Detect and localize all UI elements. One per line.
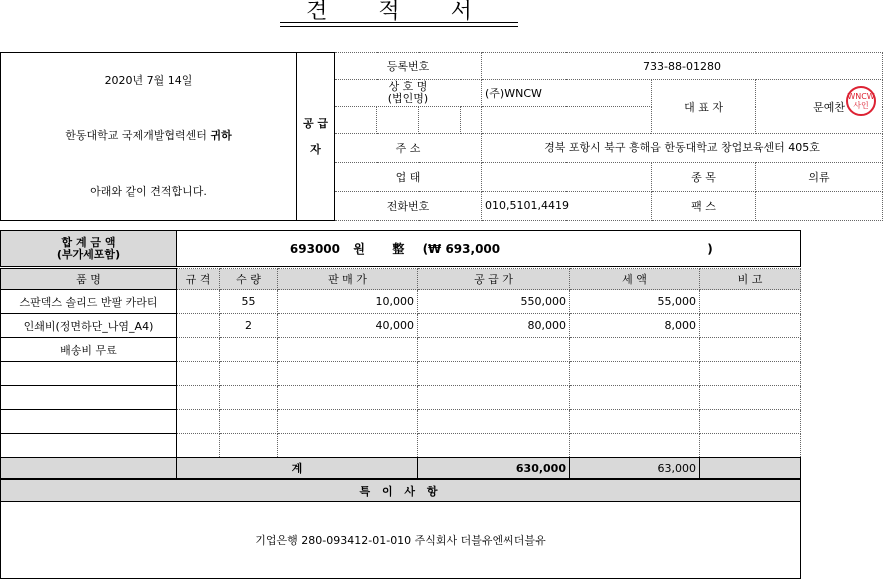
item-qty bbox=[220, 434, 278, 458]
item-note bbox=[700, 290, 801, 314]
item-spec bbox=[177, 338, 220, 362]
total-amount: 693000 bbox=[289, 242, 340, 256]
sum-row bbox=[1, 458, 801, 479]
item-name: 스판덱스 솔리드 반팔 카라티 bbox=[1, 290, 177, 314]
item-price bbox=[278, 410, 418, 434]
item-note bbox=[700, 434, 801, 458]
phone-value: 010,5101,4419 bbox=[482, 192, 652, 221]
col-supply-header: 공 급 가 bbox=[418, 269, 570, 290]
item-spec bbox=[177, 434, 220, 458]
supplier-side-label bbox=[297, 53, 335, 221]
header-table bbox=[0, 52, 883, 221]
col-name-header: 품 명 bbox=[1, 269, 177, 290]
total-label-text: 합 계 금 액 (부가세포함) bbox=[56, 235, 121, 261]
item-note bbox=[700, 362, 801, 386]
total-unit: 원 bbox=[353, 242, 365, 256]
col-note-header: 비 고 bbox=[700, 269, 801, 290]
item-price bbox=[278, 434, 418, 458]
item-spec bbox=[177, 314, 220, 338]
item-tax bbox=[570, 362, 700, 386]
item-spec bbox=[177, 290, 220, 314]
remarks-text: 기업은행 280-093412-01-010 주식회사 더블유엔씨더블유 bbox=[1, 502, 801, 579]
total-paren: (₩ 693,000 bbox=[422, 242, 501, 256]
item-qty: 55 bbox=[220, 290, 278, 314]
item-value: 의류 bbox=[756, 163, 883, 192]
item-tax bbox=[570, 386, 700, 410]
sum-supply: 630,000 bbox=[418, 458, 570, 479]
business-label: 업 태 bbox=[335, 163, 482, 192]
item-tax bbox=[570, 434, 700, 458]
total-label bbox=[1, 231, 177, 267]
table-row bbox=[1, 410, 801, 434]
item-qty bbox=[220, 362, 278, 386]
blank-cell bbox=[482, 107, 652, 134]
address-label: 주 소 bbox=[335, 134, 482, 163]
item-name: 배송비 무료 bbox=[1, 338, 177, 362]
table-row bbox=[1, 338, 801, 362]
item-qty: 2 bbox=[220, 314, 278, 338]
recipient bbox=[1, 107, 297, 163]
item-name bbox=[1, 386, 177, 410]
total-table bbox=[0, 230, 801, 267]
ceo-value: 문예찬 bbox=[813, 100, 846, 114]
items-header-row bbox=[1, 269, 801, 290]
item-note bbox=[700, 314, 801, 338]
company-seal-icon: WNCW 사인 bbox=[846, 86, 876, 116]
address-value: 경북 포항시 북구 흥해읍 한동대학교 창업보육센터 405호 bbox=[482, 134, 883, 163]
item-supply bbox=[418, 434, 570, 458]
item-price: 40,000 bbox=[278, 314, 418, 338]
document-title: 견 적 서 bbox=[306, 0, 494, 24]
col-price-header: 판 매 가 bbox=[278, 269, 418, 290]
blank-cell bbox=[419, 107, 461, 134]
table-row bbox=[1, 386, 801, 410]
item-qty bbox=[220, 386, 278, 410]
total-amount-cell bbox=[177, 231, 801, 267]
quote-note: 아래와 같이 견적합니다. bbox=[1, 163, 297, 221]
item-tax bbox=[570, 410, 700, 434]
item-tax: 55,000 bbox=[570, 290, 700, 314]
item-spec bbox=[177, 362, 220, 386]
item-tax bbox=[570, 338, 700, 362]
item-supply: 80,000 bbox=[418, 314, 570, 338]
item-price bbox=[278, 386, 418, 410]
supplier-side-text: 공 급 자 bbox=[302, 116, 329, 156]
item-supply bbox=[418, 386, 570, 410]
table-row bbox=[1, 362, 801, 386]
item-name: 인쇄비(정면하단_나염_A4) bbox=[1, 314, 177, 338]
title-underline bbox=[280, 22, 518, 23]
total-currency-word: 整 bbox=[392, 242, 405, 256]
item-supply bbox=[418, 362, 570, 386]
remarks-label: 특 이 사 항 bbox=[1, 480, 801, 502]
item-price: 10,000 bbox=[278, 290, 418, 314]
table-row bbox=[1, 434, 801, 458]
item-note bbox=[700, 410, 801, 434]
col-qty-header: 수 량 bbox=[220, 269, 278, 290]
item-supply bbox=[418, 410, 570, 434]
quote-date: 2020년 7월 14일 bbox=[1, 53, 297, 107]
company-label bbox=[335, 80, 482, 107]
item-qty bbox=[220, 338, 278, 362]
recipient-suffix: 귀하 bbox=[210, 128, 232, 142]
item-spec bbox=[177, 386, 220, 410]
company-label-text: 상 호 명 (법인명) bbox=[387, 80, 429, 105]
ceo-cell bbox=[756, 80, 883, 134]
sum-note bbox=[700, 458, 801, 479]
blank-cell bbox=[461, 107, 482, 134]
title-underline-2 bbox=[280, 26, 518, 27]
sum-tax: 63,000 bbox=[570, 458, 700, 479]
item-supply bbox=[418, 338, 570, 362]
table-row bbox=[1, 314, 801, 338]
item-spec bbox=[177, 410, 220, 434]
fax-value bbox=[756, 192, 883, 221]
total-close: ) bbox=[707, 242, 713, 256]
reg-label: 등록번호 bbox=[335, 53, 482, 80]
recipient-name: 한동대학교 국제개발협력센터 bbox=[65, 128, 207, 142]
col-spec-header: 규 격 bbox=[177, 269, 220, 290]
sum-row-blank bbox=[1, 458, 177, 479]
item-price bbox=[278, 338, 418, 362]
table-row bbox=[1, 290, 801, 314]
fax-label: 팩 스 bbox=[652, 192, 756, 221]
items-table bbox=[0, 268, 801, 479]
item-qty bbox=[220, 410, 278, 434]
remarks-table bbox=[0, 479, 801, 579]
document-title-area bbox=[0, 0, 800, 48]
item-label: 종 목 bbox=[652, 163, 756, 192]
col-tax-header: 세 액 bbox=[570, 269, 700, 290]
item-supply: 550,000 bbox=[418, 290, 570, 314]
reg-value: 733-88-01280 bbox=[482, 53, 883, 80]
item-note bbox=[700, 338, 801, 362]
phone-label: 전화번호 bbox=[335, 192, 482, 221]
item-tax: 8,000 bbox=[570, 314, 700, 338]
sum-label: 계 bbox=[177, 458, 418, 479]
business-value bbox=[482, 163, 652, 192]
item-name bbox=[1, 410, 177, 434]
company-value: (주)WNCW bbox=[482, 80, 652, 107]
blank-cell bbox=[377, 107, 419, 134]
ceo-label: 대 표 자 bbox=[652, 80, 756, 134]
item-note bbox=[700, 386, 801, 410]
blank-cell bbox=[335, 107, 377, 134]
item-price bbox=[278, 362, 418, 386]
item-name bbox=[1, 434, 177, 458]
item-name bbox=[1, 362, 177, 386]
